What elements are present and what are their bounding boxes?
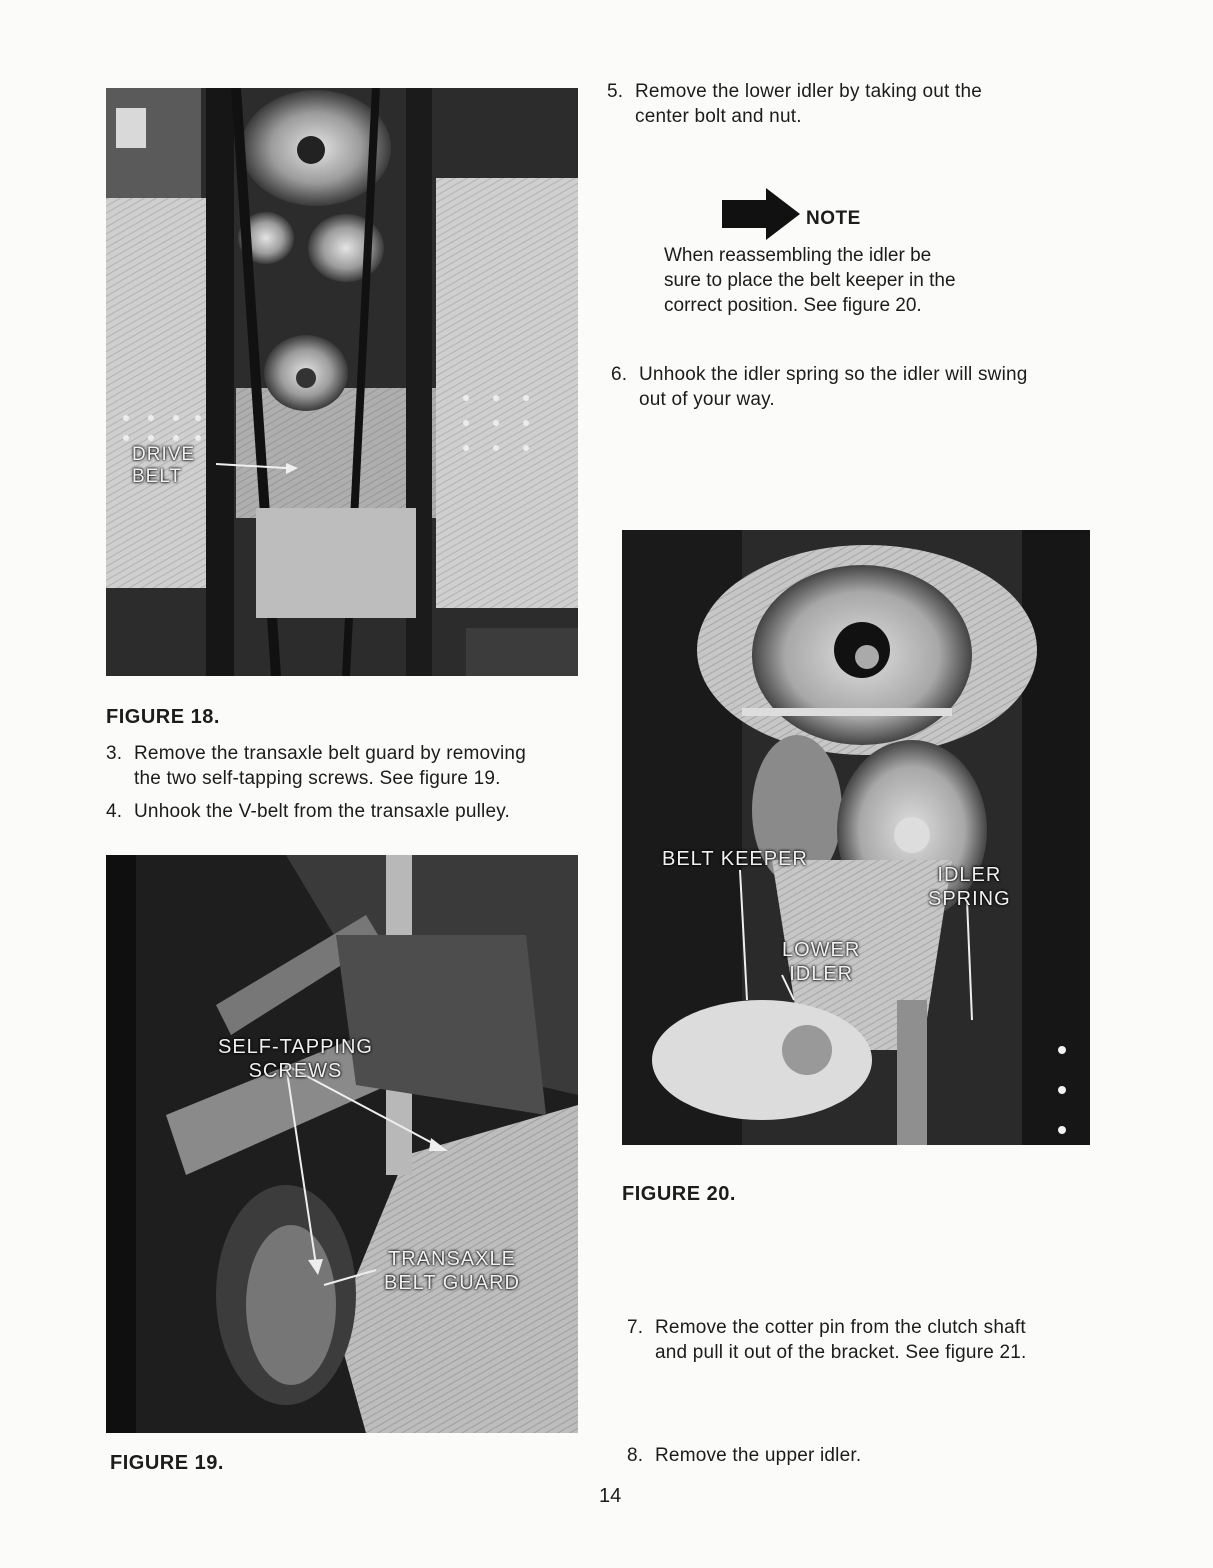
step-6: 6. Unhook the idler spring so the idler will swing out of your way. bbox=[611, 364, 1028, 410]
step-8: 8. Remove the upper idler. bbox=[627, 1445, 862, 1466]
step-7: 7. Remove the cotter pin from the clutch shaft and pull it out of the bracket. See figure 21. bbox=[627, 1317, 1027, 1363]
figure-19-photo bbox=[106, 855, 578, 1433]
belt-keeper-label: BELT KEEPER bbox=[662, 848, 808, 870]
idler-spring-label: IDLER SPRING bbox=[928, 864, 1011, 910]
self-tapping-screws-label: SELF-TAPPING SCREWS bbox=[218, 1036, 373, 1082]
step-5: 5. Remove the lower idler by taking out the center bolt and nut. bbox=[607, 81, 983, 127]
note-text: When reassembling the idler be sure to place the belt keeper in the correct position. See figure 20. bbox=[664, 245, 956, 316]
figure-18-caption: FIGURE 18. bbox=[106, 706, 220, 728]
note-arrow-icon bbox=[722, 188, 800, 240]
figure-18-photo bbox=[106, 88, 578, 676]
step-3: 3. Remove the transaxle belt guard by removing the two self-tapping screws. See figure 19. bbox=[106, 743, 526, 789]
figure-20-photo bbox=[622, 530, 1090, 1145]
figure-19-caption: FIGURE 19. bbox=[110, 1452, 224, 1474]
note-heading: NOTE bbox=[806, 208, 861, 229]
drive-belt-label: DRIVE BELT bbox=[132, 444, 196, 487]
page-number: 14 bbox=[599, 1485, 622, 1507]
transaxle-belt-guard-label: TRANSAXLE BELT GUARD bbox=[384, 1248, 520, 1294]
figure-20-caption: FIGURE 20. bbox=[622, 1183, 736, 1205]
lower-idler-label: LOWER IDLER bbox=[782, 939, 861, 985]
step-4: 4. Unhook the V-belt from the transaxle pulley. bbox=[106, 801, 510, 822]
